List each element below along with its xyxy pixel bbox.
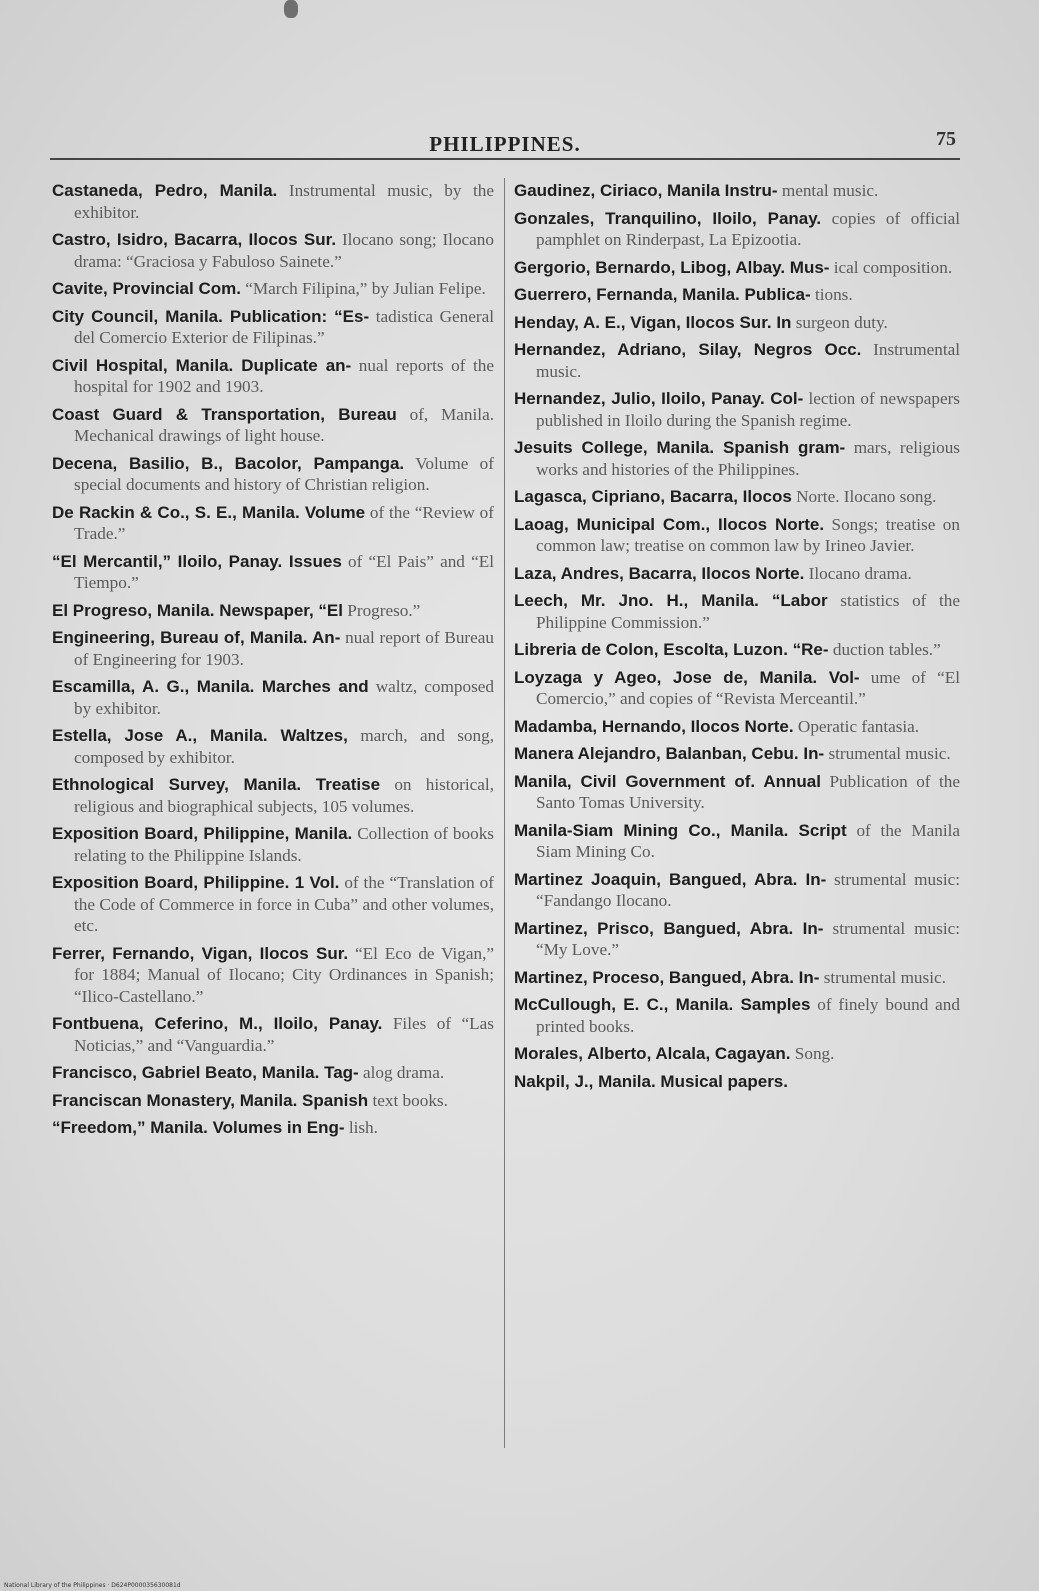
entry xyxy=(52,725,494,768)
entry xyxy=(514,284,960,306)
entry-description: Songs; treatise on common law; treatise on common law by Irineo Javier. xyxy=(536,514,960,555)
entry-name: Engineering, Bureau of, Manila. An- xyxy=(52,628,341,647)
entry xyxy=(514,437,960,480)
entry-description: Ilocano drama. xyxy=(808,563,912,583)
entry-name: Exposition Board, Philippine. 1 Vol. xyxy=(52,873,340,892)
entry xyxy=(514,716,960,738)
entry-description: text books. xyxy=(372,1090,448,1110)
entry-name: Hernandez, Adriano, Silay, Negros Occ. xyxy=(514,340,862,359)
entry-description: copies of official pamphlet on Rinderpast, La Epizootia. xyxy=(536,208,961,249)
entry xyxy=(514,257,960,279)
entry-name: Jesuits College, Manila. Spanish gram- xyxy=(514,438,846,457)
entry xyxy=(52,180,494,223)
entry xyxy=(514,771,960,814)
entry xyxy=(514,339,960,382)
entry-description: waltz, composed by exhibitor. xyxy=(74,677,494,718)
entry-description: Song. xyxy=(794,1044,835,1063)
entry-description: Publication of the Santo Tomas University. xyxy=(536,771,960,812)
entry xyxy=(52,943,494,1008)
entry-description: Ilocano song; Ilocano drama: “Graciosa y Fabuloso Sainete.” xyxy=(74,230,494,271)
entry-description: “March Filipina,” by Julian Felipe. xyxy=(245,279,486,298)
entry xyxy=(514,918,960,961)
entry-description: of the Manila Siam Mining Co. xyxy=(536,820,961,861)
footer-credit: National Library of the Philippines · D624P000035630081d xyxy=(4,1582,181,1589)
entry-name: Exposition Board, Philippine, Manila. xyxy=(52,824,353,843)
entry-description: lish. xyxy=(348,1118,378,1137)
entry xyxy=(52,551,494,594)
entry-name: Gaudinez, Ciriaco, Manila Instru- xyxy=(514,181,778,200)
entry-name: Manila-Siam Mining Co., Manila. Script xyxy=(514,820,847,840)
entry-name: Cavite, Provincial Com. xyxy=(52,279,241,298)
entry-description: march, and song, composed by exhibitor. xyxy=(74,726,495,767)
entry xyxy=(514,994,960,1037)
entry xyxy=(514,667,960,710)
entry xyxy=(514,388,960,431)
entry xyxy=(52,1090,494,1112)
entry-name: Lagasca, Cipriano, Bacarra, Ilocos xyxy=(514,487,792,506)
entry-name: “Freedom,” Manila. Volumes in Eng- xyxy=(52,1118,345,1137)
entry xyxy=(52,306,494,349)
right-column xyxy=(514,180,960,1098)
entry-name: Hernandez, Julio, Iloilo, Panay. Col- xyxy=(514,389,804,408)
entry-name: Francisco, Gabriel Beato, Manila. Tag- xyxy=(52,1063,359,1082)
column-divider xyxy=(504,178,505,1448)
entry xyxy=(514,563,960,585)
entry-description: Volume of special documents and history of Christian religion. xyxy=(74,453,494,494)
entry-description: statistics of the Philippine Commission.” xyxy=(536,591,961,632)
entry xyxy=(52,627,494,670)
entry xyxy=(514,869,960,912)
entry xyxy=(514,967,960,989)
entry xyxy=(514,820,960,863)
entry-description: nual reports of the hospital for 1902 and 1903. xyxy=(74,355,495,396)
entry xyxy=(52,872,494,937)
entry-description: strumental music: “My Love.” xyxy=(536,918,961,959)
entry-description: Progreso.” xyxy=(347,600,421,620)
page-number: 75 xyxy=(936,128,956,150)
entry-name: Fontbuena, Ceferino, M., Iloilo, Panay. xyxy=(52,1014,383,1033)
entry xyxy=(514,743,960,765)
entry-description: tions. xyxy=(814,285,853,304)
entry-name: Gergorio, Bernardo, Libog, Albay. Mus- xyxy=(514,257,830,277)
entry xyxy=(514,639,960,661)
entry xyxy=(52,355,494,398)
entry xyxy=(52,1013,494,1056)
entry-description: mars, religious works and histories of the Philippines. xyxy=(536,438,960,479)
entry-description: Instrumental music. xyxy=(536,340,961,381)
entry-description: strumental music. xyxy=(823,967,946,987)
entry-description: nual report of Bureau of Engineering for 1903. xyxy=(74,628,494,669)
entry-name: McCullough, E. C., Manila. Samples xyxy=(514,995,811,1014)
entry-description: Operatic fantasia. xyxy=(797,716,920,736)
entry xyxy=(514,514,960,557)
entry-description: surgeon duty. xyxy=(795,312,888,332)
entry-name: Civil Hospital, Manila. Duplicate an- xyxy=(52,355,352,375)
entry-name: Martinez, Prisco, Bangued, Abra. In- xyxy=(514,918,824,938)
entry-name: Nakpil, J., Manila. Musical papers. xyxy=(514,1071,788,1091)
entry-name: Loyzaga y Ageo, Jose de, Manila. Vol- xyxy=(514,667,860,687)
entry xyxy=(52,404,494,447)
entry-description: tadistica General del Comercio Exterior de Filipinas.” xyxy=(74,306,495,347)
entry-name: El Progreso, Manila. Newspaper, “El xyxy=(52,600,343,620)
entry-name: Laoag, Municipal Com., Ilocos Norte. xyxy=(514,514,825,534)
entry xyxy=(52,600,494,622)
entry-description: Files of “Las Noticias,” and “Vanguardia.” xyxy=(74,1014,494,1055)
entry-description: Norte. Ilocano song. xyxy=(796,487,937,506)
entry xyxy=(52,676,494,719)
entry-description: Instrumental music, by the exhibitor. xyxy=(74,181,494,222)
entry xyxy=(52,502,494,545)
entry-description: of “El Pais” and “El Tiempo.” xyxy=(74,551,494,592)
entry xyxy=(514,180,960,202)
entry-name: City Council, Manila. Publication: “Es- xyxy=(52,306,370,326)
entry-description: of the “Translation of the Code of Commerce in force in Cuba” and other volumes, etc. xyxy=(74,873,495,935)
entry-description: duction tables.” xyxy=(832,640,941,659)
entry-name: Leech, Mr. Jno. H., Manila. “Labor xyxy=(514,591,828,610)
entry-name: Franciscan Monastery, Manila. Spanish xyxy=(52,1090,369,1110)
entry-name: Guerrero, Fernanda, Manila. Publica- xyxy=(514,285,811,304)
entry-description: Collection of books relating to the Philippine Islands. xyxy=(74,824,494,865)
entry xyxy=(52,774,494,817)
entry xyxy=(514,312,960,334)
left-column xyxy=(52,180,494,1145)
entry-name: Ethnological Survey, Manila. Treatise xyxy=(52,775,381,794)
entry-description: of, Manila. Mechanical drawings of light house. xyxy=(74,404,495,445)
entry-description: “El Eco de Vigan,” for 1884; Manual of Ilocano; City Ordinances in Spanish; “Ilico-Castellano.” xyxy=(74,943,495,1006)
entry xyxy=(52,1117,494,1139)
entry-name: Castaneda, Pedro, Manila. xyxy=(52,181,278,200)
entry-name: Madamba, Hernando, Ilocos Norte. xyxy=(514,716,794,736)
entry xyxy=(514,1043,960,1065)
entry xyxy=(514,208,960,251)
entry-name: Martinez Joaquin, Bangued, Abra. In- xyxy=(514,869,827,889)
entry-name: Ferrer, Fernando, Vigan, Ilocos Sur. xyxy=(52,943,349,963)
entry-name: Morales, Alberto, Alcala, Cagayan. xyxy=(514,1044,791,1063)
entry-name: De Rackin & Co., S. E., Manila. Volume xyxy=(52,502,366,522)
entry-name: Gonzales, Tranquilino, Iloilo, Panay. xyxy=(514,208,822,228)
entry-name: Martinez, Proceso, Bangued, Abra. In- xyxy=(514,967,820,987)
entry-description: lection of newspapers published in Iloilo during the Spanish regime. xyxy=(536,389,960,430)
entry-name: Laza, Andres, Bacarra, Ilocos Norte. xyxy=(514,563,805,583)
entry xyxy=(52,229,494,272)
entry-description: on historical, religious and biographical subjects, 105 volumes. xyxy=(74,775,494,816)
entry-description: ical composition. xyxy=(833,257,953,277)
entry-description: strumental music: “Fandango Ilocano. xyxy=(536,869,961,910)
scan-mark xyxy=(284,0,298,18)
entry xyxy=(514,1071,960,1093)
entry xyxy=(52,1062,494,1084)
entry-description: ume of “El Comercio,” and copies of “Revista Merceantil.” xyxy=(536,667,961,708)
entry-name: Estella, Jose A., Manila. Waltzes, xyxy=(52,726,348,745)
entry-name: Manera Alejandro, Balanban, Cebu. In- xyxy=(514,744,825,763)
entry-description: of finely bound and printed books. xyxy=(536,995,960,1036)
entry xyxy=(514,486,960,508)
entry-description: alog drama. xyxy=(363,1063,445,1082)
entry-name: Manila, Civil Government of. Annual xyxy=(514,771,821,791)
entry xyxy=(52,278,494,300)
entry-name: Escamilla, A. G., Manila. Marches and xyxy=(52,677,369,696)
entry-name: Libreria de Colon, Escolta, Luzon. “Re- xyxy=(514,640,829,659)
entry-name: Henday, A. E., Vigan, Ilocos Sur. In xyxy=(514,312,792,332)
entry xyxy=(514,590,960,633)
entry-description: mental music. xyxy=(781,181,879,200)
entry-name: Castro, Isidro, Bacarra, Ilocos Sur. xyxy=(52,230,337,249)
entry-name: “El Mercantil,” Iloilo, Panay. Issues xyxy=(52,551,342,571)
entry-description: strumental music. xyxy=(828,744,951,763)
entry xyxy=(52,453,494,496)
entry-name: Coast Guard & Transportation, Bureau xyxy=(52,404,397,424)
entry xyxy=(52,823,494,866)
entry-name: Decena, Basilio, B., Bacolor, Pampanga. xyxy=(52,453,405,473)
entry-description: of the “Review of Trade.” xyxy=(74,502,494,543)
page-header xyxy=(50,128,960,160)
running-title: PHILIPPINES. xyxy=(429,132,581,156)
